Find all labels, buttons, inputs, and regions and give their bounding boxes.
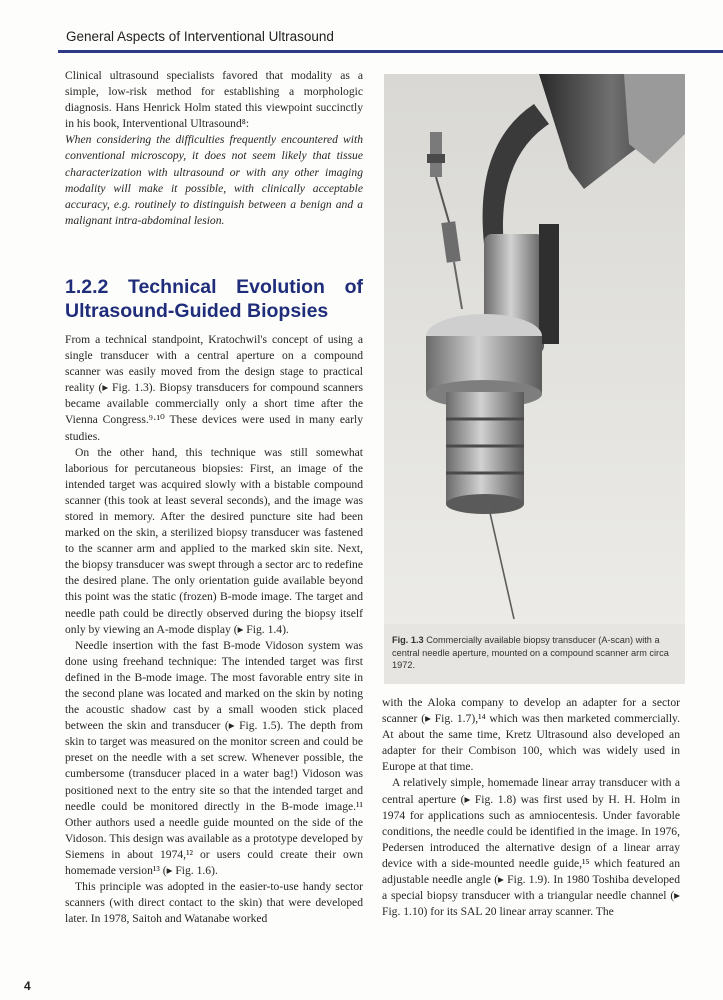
section-heading: 1.2.2 Technical Evolution of Ultrasound-Guided Biopsies (65, 275, 363, 322)
figure-1-3 (384, 74, 685, 684)
intro-paragraph: Clinical ultrasound specialists favored that modality as a simple, low-risk method for establishing a morphologic diagnosis. Hans Henrick Holm stated this viewpoint succinctly in his book, Interventional Ultrasound⁸: (65, 69, 363, 131)
body-paragraph: Needle insertion with the fast B-mode Vidoson system was done using freehand technique: The intended target was first defined in the B-mode image. The most favorable entry site in the second plane was located and marked on the skin by noting the acoustic shadow cast by a small wooden stick placed between the skin and transducer (▸ Fig. 1.5). The depth from skin to target was measured on the monitor screen and could be preset on the needle with a set screw. Whenever possible, the cumbersome (transducer placed in a water bag!) Vidoson was positioned next to the entry site so that the intended target and needle could be monitored directly in the B-mode image.¹¹ Other authors used a needle guide mounted on the side of the Vidoson. This design was available as a prototype developed by Siemens in about 1974,¹² or users could create their own homemade version¹³ (▸ Fig. 1.6). (65, 638, 363, 878)
right-column (382, 695, 680, 920)
body-paragraph: On the other hand, this technique was still somewhat laborious for percutaneous biopsies: First, an image of the intended target was acquired slowly with a bistable compound scanner (this took at least several seconds), and the image was stored in memory. After the desired puncture site had been marked on the skin, a sterilized biopsy transducer was fastened to the scanner arm and applied to the marked skin site. Next, the biopsy transducer was swept through a sector arc to redefine the desired plane. The only orientation guide available beyond this point was the static (frozen) B-mode image. The target and needle path could be directly observed during the biopsy itself only by viewing an A-mode display (▸ Fig. 1.4). (65, 445, 363, 636)
body-paragraph: A relatively simple, homemade linear array transducer with a central aperture (▸ Fig. 1.8) was first used by H. H. Holm in 1974 for applications such as amniocentesis. Under favorable conditions, the needle could be identified in the image. In 1976, Pedersen introduced the alternative design of a linear array device with a side-mounted needle guide,¹⁵ which featured an adjustable needle angle (▸ Fig. 1.9). In 1980 Toshiba developed a special biopsy transducer with a triangular needle channel (▸ Fig. 1.10) for its SAL 20 linear array scanner. The (382, 776, 680, 919)
header-rule (58, 50, 723, 53)
left-column (65, 68, 363, 927)
figure-caption (392, 634, 678, 672)
body-paragraph: From a technical standpoint, Kratochwil's concept of using a single transducer with a central aperture on a compound scanner was easily moved from the design stage to practical reality (▸ Fig. 1.3). Biopsy transducers for compound scanners became available commercially only a short time after the Vienna Congress.⁹·¹⁰ These devices were used in many early studies. (65, 332, 363, 443)
body-paragraph: This principle was adopted in the easier-to-use handy sector scanners (with direct contact to the skin) that were developed later. In 1978, Saitoh and Watanabe worked (65, 880, 363, 926)
running-title: General Aspects of Interventional Ultrasound (66, 29, 334, 44)
figure-label: Fig. 1.3 (392, 635, 424, 645)
body-paragraph: with the Aloka company to develop an adapter for a sector scanner (▸ Fig. 1.7),¹⁴ which was then marketed commercially. At about the same time, Kretz Ultrasound also developed an adapter for their Combison 100, which was widely used in Europe at that time. (382, 696, 680, 774)
figure-caption-text: Commercially available biopsy transducer (A-scan) with a central needle aperture, mounted on a compound scanner arm circa 1972. (392, 635, 669, 671)
block-quote: When considering the difficulties frequently encountered with conventional microscopy, it does not seem likely that tissue characterization with ultrasound or with any other imaging modality will make it possible, with clinically acceptable accuracy, e.g. routinely to distinguish between a benign and a malignant intra-abdominal lesion. (65, 133, 363, 227)
page-number: 4 (24, 979, 31, 993)
biopsy-transducer-photo (384, 74, 685, 624)
